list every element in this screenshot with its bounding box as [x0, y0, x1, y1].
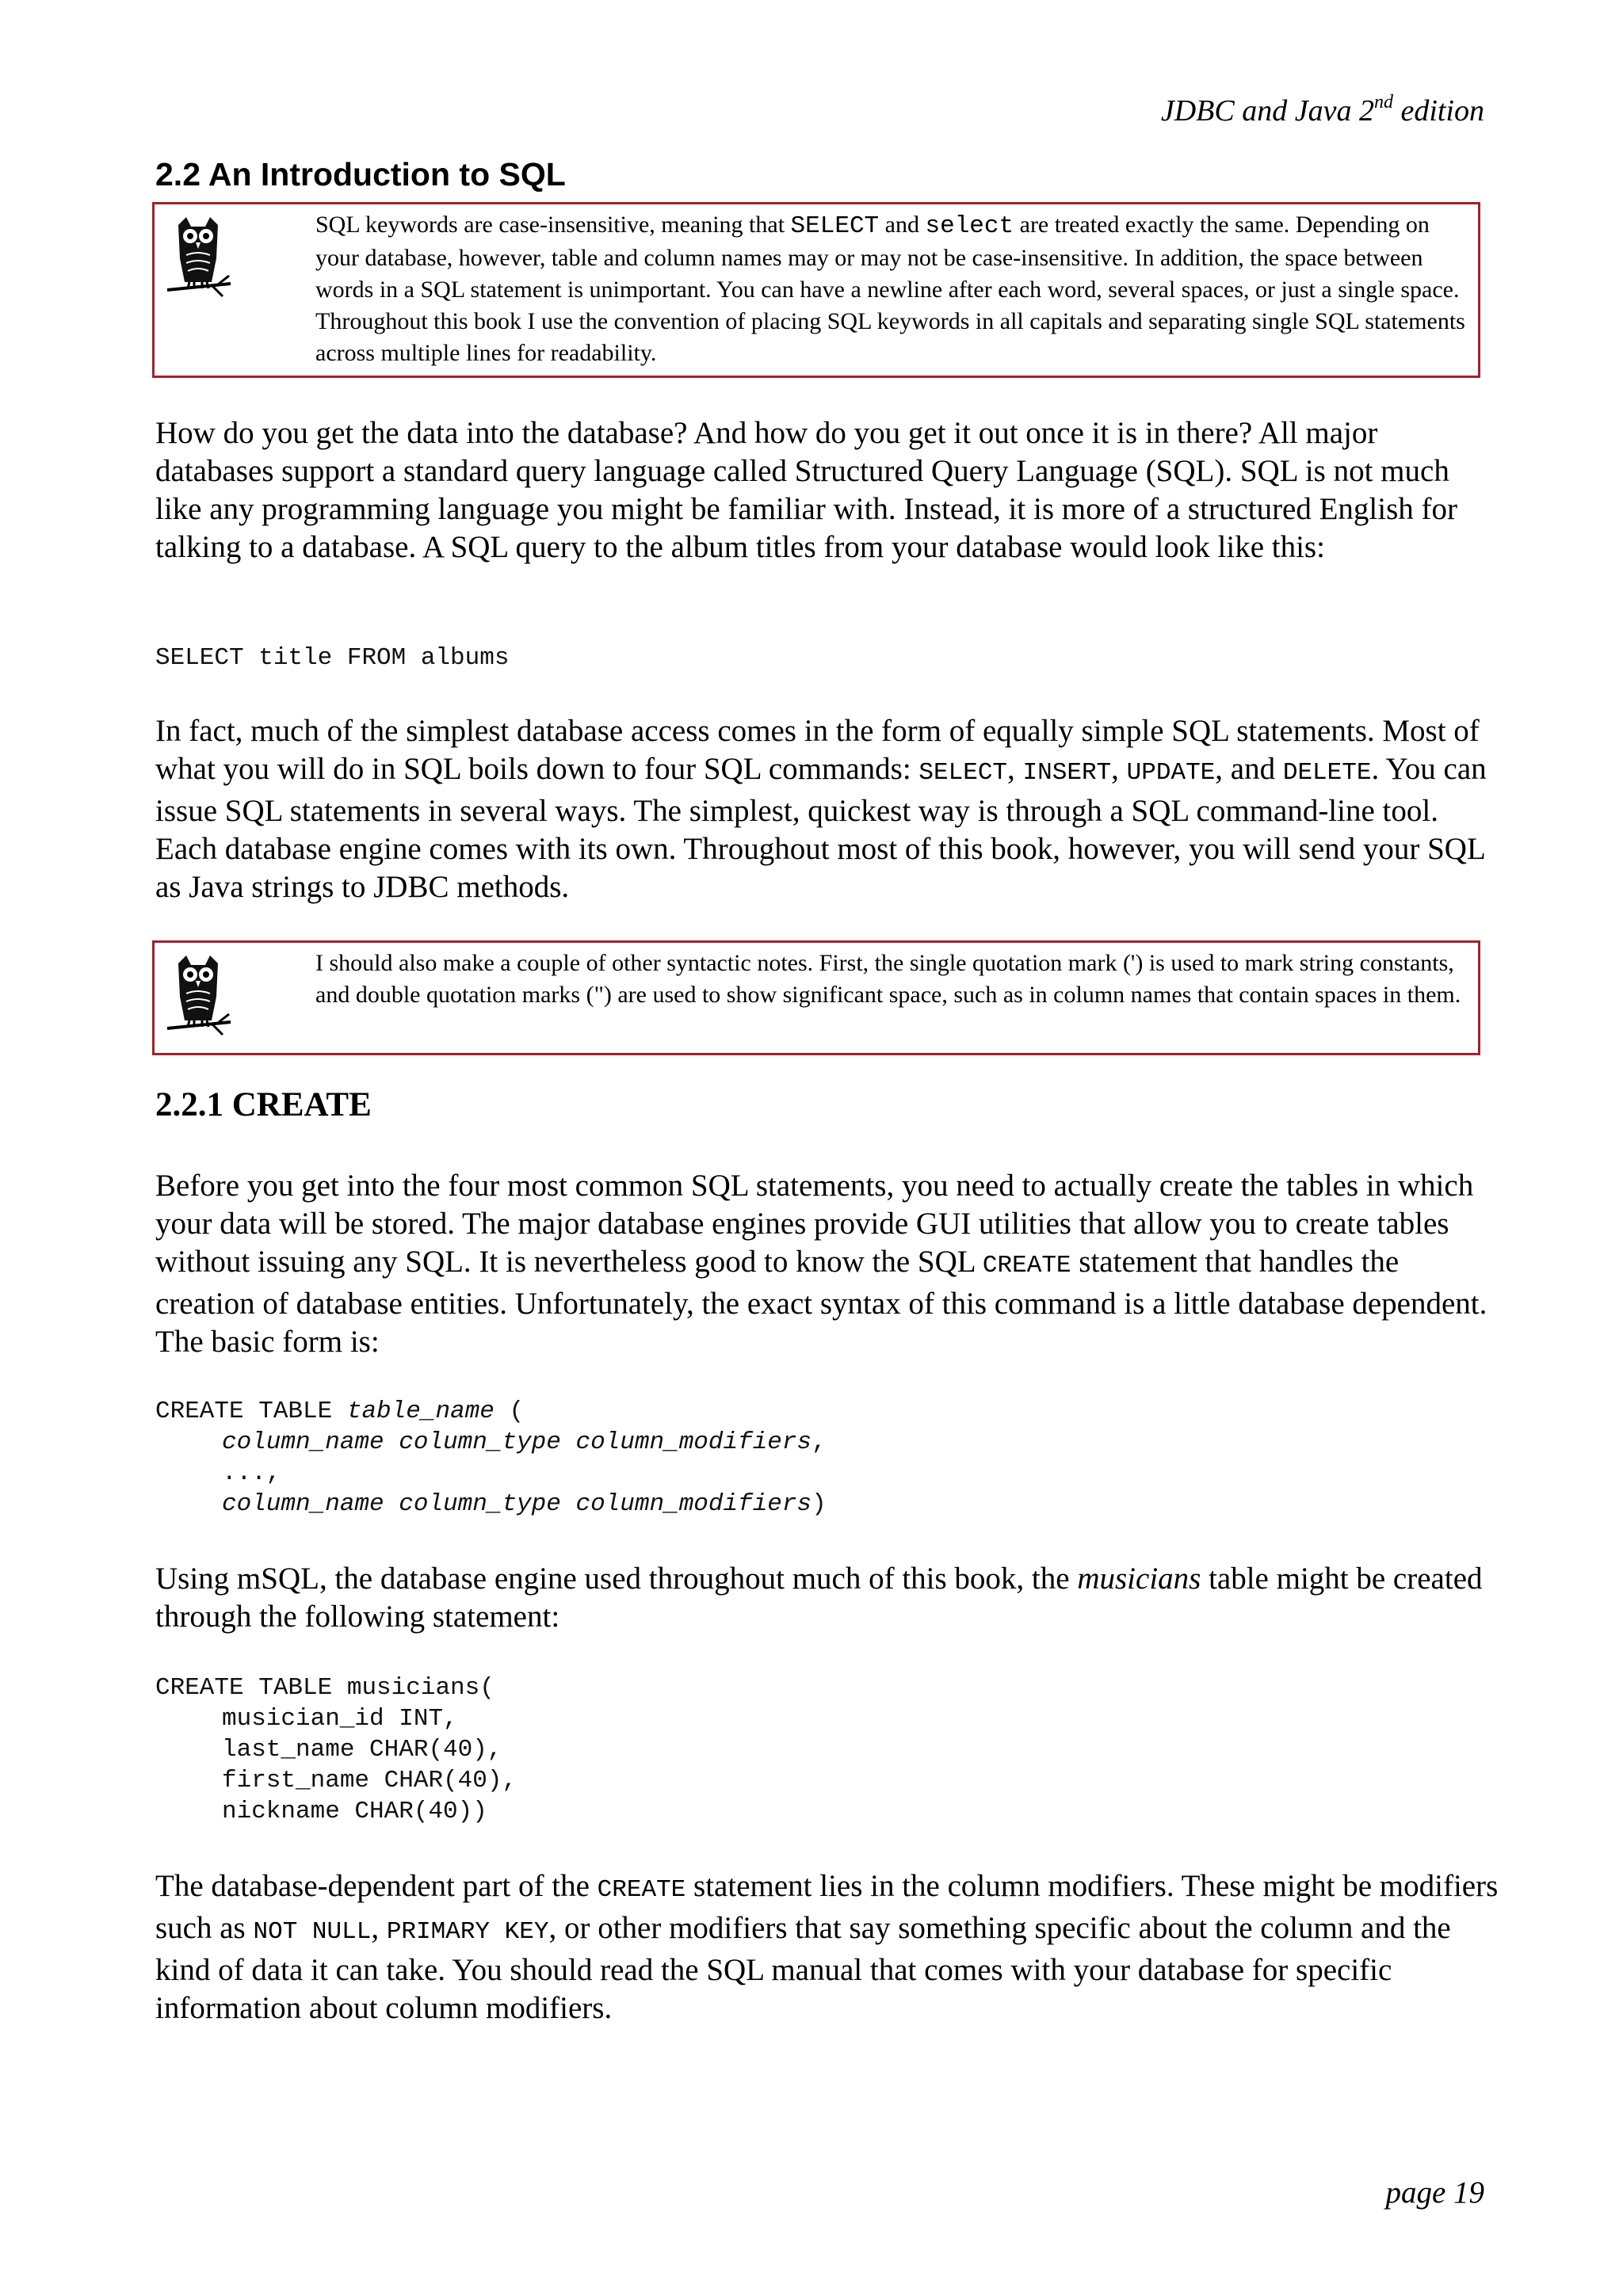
section-title: 2.2 An Introduction to SQL	[155, 156, 566, 193]
paragraph: In fact, much of the simplest database access comes in the form of equally simple SQL statements. Most of what you will do in SQL boils down to four SQL commands: SELECT, INSERT, UPDATE, and DELETE. You can issue SQL statements in several ways. The simplest, quickest way is through a SQL command-line tool. Each database engine comes with its own. Throughout most of this book, however, you will send your SQL as Java strings to JDBC methods.	[155, 714, 1487, 904]
paragraph: Using mSQL, the database engine used throughout much of this book, the musicians table might be created through the following statement:	[155, 1562, 1483, 1634]
owl-icon	[162, 949, 234, 1046]
note-text: SQL keywords are case-insensitive, meaning that SELECT and select are treated exactly the same. Depending on your database, however, table and column names may or may not be case-insensitive. In addition, the space between words in a SQL statement is unimportant. You can have a newline after each word, several spaces, or just a single space. Throughout this book I use the convention of placing SQL keywords in all capitals and separating single SQL statements across multiple lines for readability.	[315, 212, 1465, 366]
page-number: page 19	[1385, 2176, 1484, 2210]
paragraph: The database-dependent part of the CREATE statement lies in the column modifiers. These might be modifiers such as NOT NULL, PRIMARY KEY, or other modifiers that say something specific about the column and the kind of data it can take. You should read the SQL manual that comes with your database for specific information about column modifiers.	[155, 1869, 1499, 2025]
paragraph: How do you get the data into the database? And how do you get it out once it is in there? All major databases support a standard query language called Structured Query Language (SQL). SQL is not much like any programming language you might be familiar with. Instead, it is more of a structured English for talking to a database. A SQL query to the album titles from your database would look like this:	[155, 416, 1458, 564]
note-box	[152, 940, 1480, 1055]
note-box	[152, 202, 1480, 378]
code-block: CREATE TABLE table_name ( column_name column_type column_modifiers, ..., column_name column_type column_modifiers)	[155, 1398, 827, 1518]
paragraph: Before you get into the four most common SQL statements, you need to actually create the tables in which your data will be stored. The major database engines provide GUI utilities that allow you to create tables without issuing any SQL. It is nevertheless good to know the SQL CREATE statement that handles the creation of database entities. Unfortunately, the exact syntax of this command is a little database dependent. The basic form is:	[155, 1169, 1487, 1359]
code-block: CREATE TABLE musicians( musician_id INT, last_name CHAR(40), first_name CHAR(40), nickname CHAR(40))	[155, 1674, 517, 1825]
owl-icon	[162, 211, 234, 307]
code-block: SELECT title FROM albums	[155, 644, 510, 672]
note-text: I should also make a couple of other syntactic notes. First, the single quotation mark (') is used to mark string constants, and double quotation marks (") are used to show significant space, such as in column names that contain spaces in them.	[315, 950, 1461, 1008]
subsection-title: 2.2.1 CREATE	[155, 1086, 372, 1123]
running-head: JDBC and Java 2nd edition	[1160, 92, 1484, 128]
